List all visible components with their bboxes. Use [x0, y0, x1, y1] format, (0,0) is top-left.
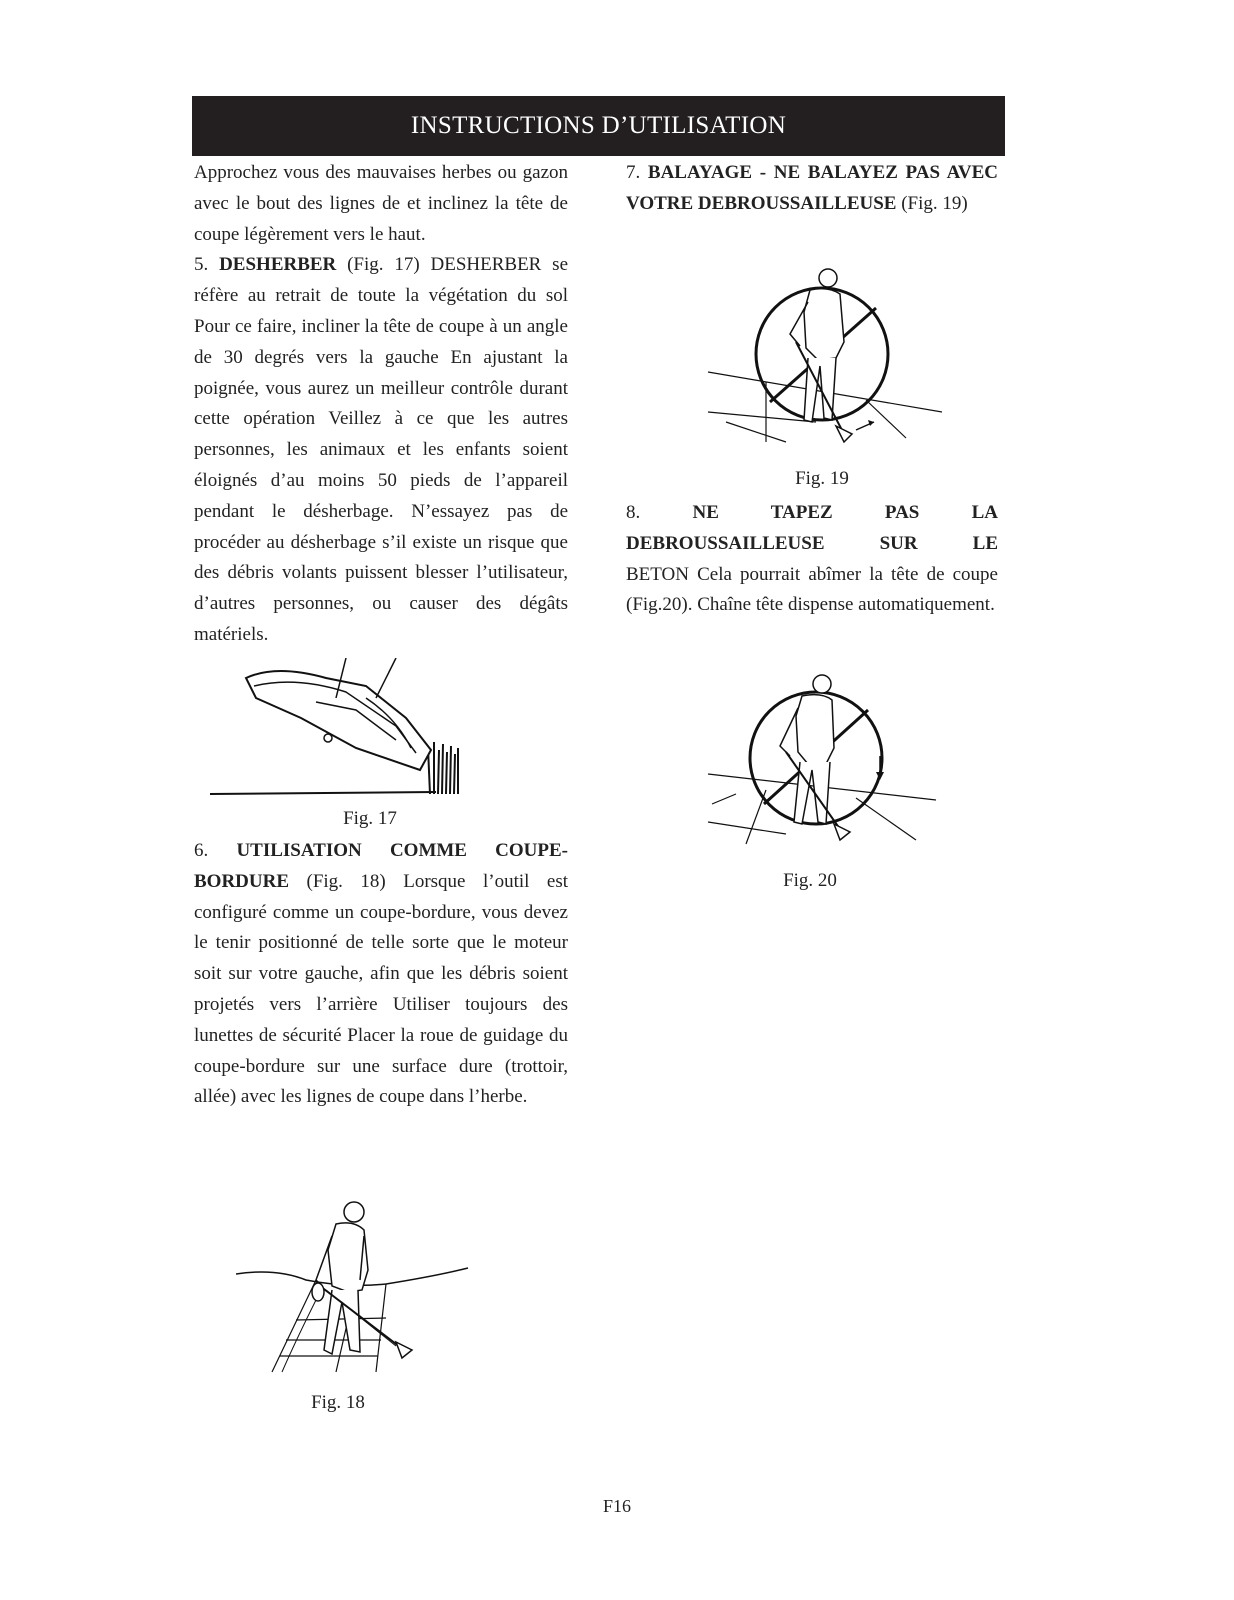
section-title: INSTRUCTIONS D’UTILISATION [410, 112, 787, 139]
section-8-number: 8. [626, 502, 641, 523]
fig-20-caption: Fig. 20 [783, 870, 837, 891]
section-6-body: (Fig. 18) Lorsque l’outil est configuré comme un coupe-bordure, vous devez le tenir positionné de telle sorte que le moteur soit sur votre gauche, afin que les débris soient projetés vers l’arrière Utiliser toujours des lunettes de sécurité Placer la roue de guidage du coupe-bordure sur une surface dure (trottoir, allée) avec les lignes de coupe dans l’herbe. [194, 870, 568, 1108]
section-8-block [626, 498, 998, 621]
right-column [626, 158, 998, 220]
section-6-block [194, 836, 568, 1113]
fig-18-caption: Fig. 18 [311, 1392, 365, 1413]
fig-18-illustration [236, 1190, 498, 1376]
section-8-title: NE TAPEZ PAS LA DEBROUSSAILLEUSE SUR LE [626, 502, 998, 554]
section-6-title: UTILISATION COMME COUPE-BORDURE [194, 840, 569, 892]
section-7-title: BALAYAGE - NE BALAYEZ PAS AVEC VOTRE DEBROUSSAILLEUSE [626, 162, 998, 214]
section-7-number: 7. [626, 162, 641, 183]
left-column [194, 158, 568, 651]
section-5-body: (Fig. 17) DESHERBER se réfère au retrait de toute la végétation du sol Pour ce faire, incliner la tête de coupe à un angle de 30 degrés vers la gauche En ajustant la poignée, vous aurez un meilleur contrôle durant cette opération Veillez à ce que les autres personnes, les animaux et les enfants soient éloignés d’au moins 50 pieds de l’appareil pendant le désherbage. N’essayez pas de procéder au désherbage s’il existe un risque que des débris volants puissent blesser l’utilisateur, d’autres personnes, ou causer des dégâts matériels. [194, 254, 568, 645]
section-6-paragraph [194, 836, 568, 1113]
section-7-body: (Fig. 19) [901, 192, 968, 214]
fig-19-caption: Fig. 19 [795, 468, 849, 489]
fig-19-illustration [706, 262, 946, 456]
section-7-paragraph [626, 158, 998, 220]
section-5-number: 5. [194, 254, 209, 276]
section-5-paragraph [194, 250, 568, 650]
section-8-body: BETON Cela pourrait abîmer la tête de coupe (Fig.20). Chaîne tête dispense automatiquement. [626, 563, 998, 616]
intro-paragraph: Approchez vous des mauvaises herbes ou gazon avec le bout des lignes de et inclinez la tête de coupe légèrement vers le haut. [194, 162, 568, 245]
section-8-heading [626, 498, 998, 560]
fig-17-caption: Fig. 17 [343, 808, 397, 829]
section-5-title: DESHERBER [219, 254, 337, 276]
section-header [192, 96, 1005, 156]
fig-17-illustration [206, 658, 466, 800]
section-6-number: 6. [194, 840, 209, 861]
page-number: F16 [602, 1496, 631, 1516]
fig-20-illustration [706, 664, 970, 852]
